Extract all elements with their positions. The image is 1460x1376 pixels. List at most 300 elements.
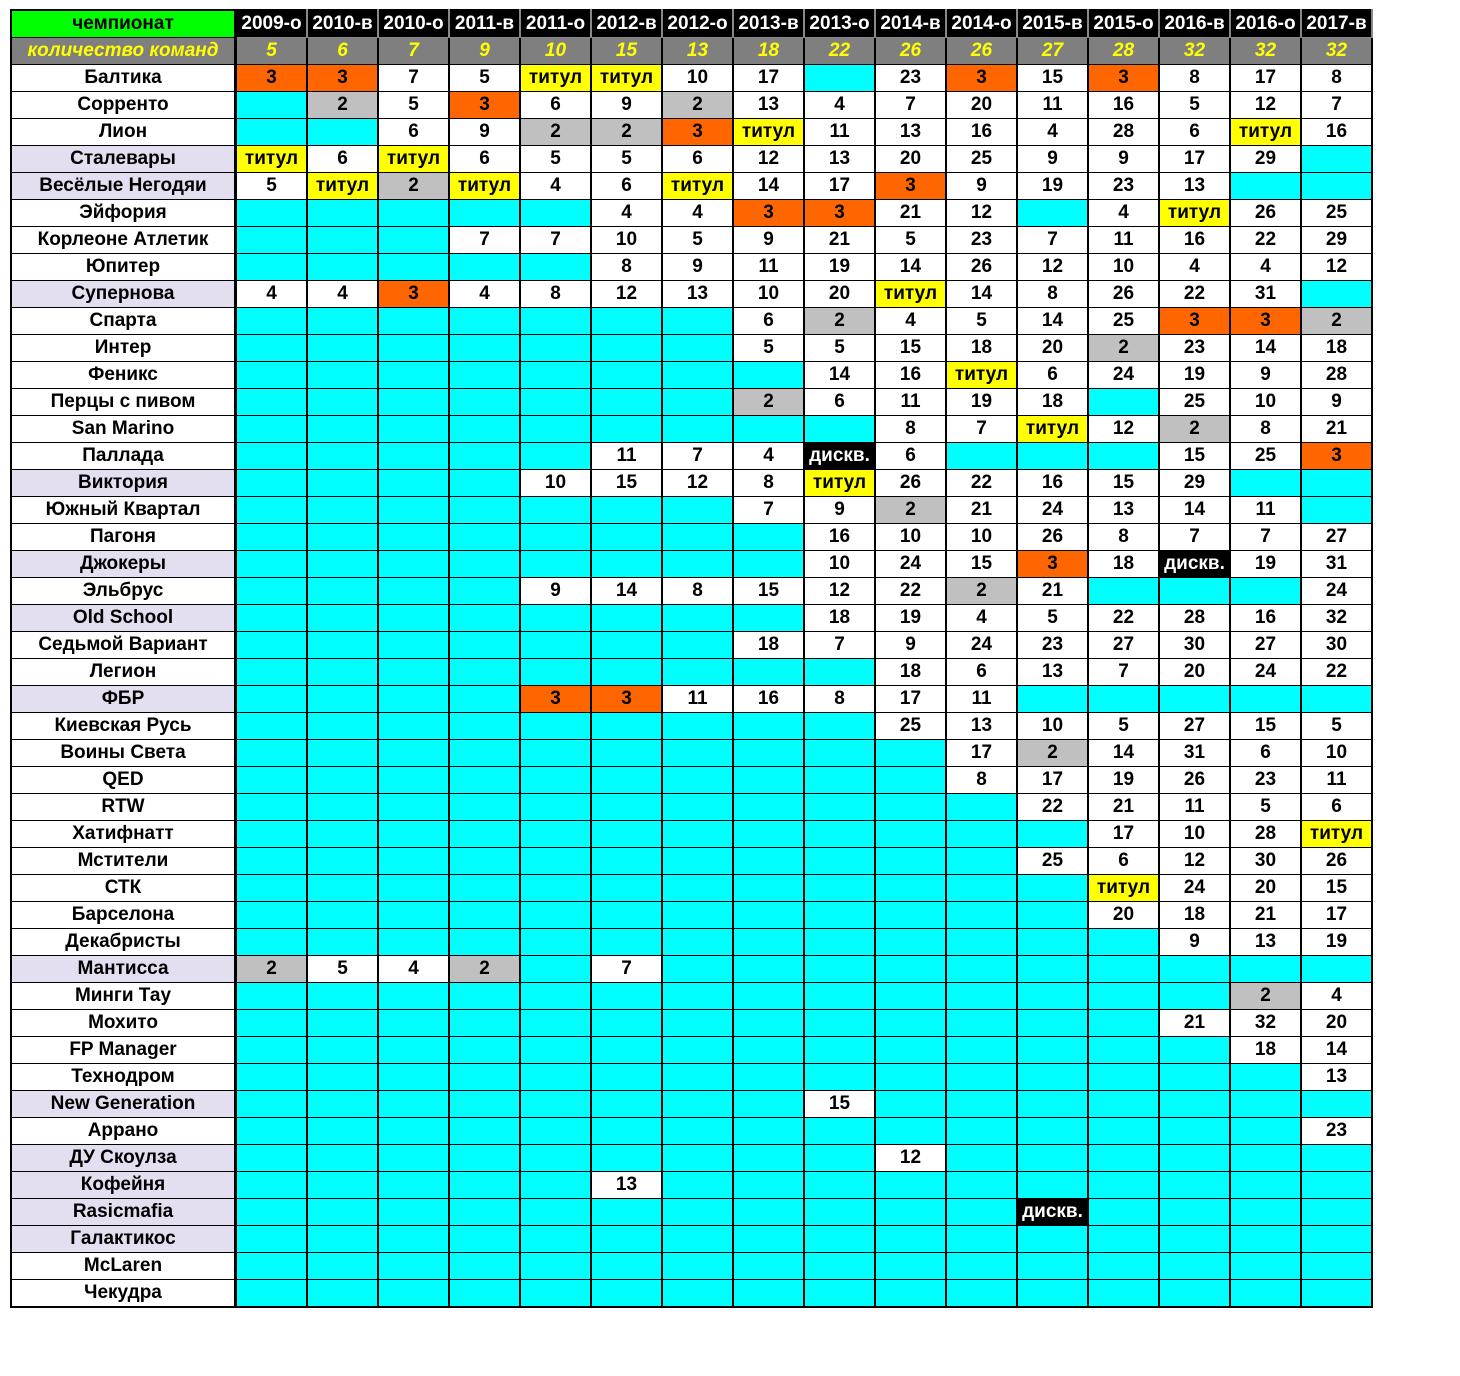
result-cell: 13 bbox=[1159, 173, 1230, 200]
result-cell bbox=[662, 659, 733, 686]
result-cell bbox=[662, 632, 733, 659]
result-cell bbox=[733, 794, 804, 821]
result-cell bbox=[378, 524, 449, 551]
result-cell bbox=[875, 1253, 946, 1280]
result-cell: 18 bbox=[733, 632, 804, 659]
result-cell bbox=[804, 416, 875, 443]
result-cell bbox=[520, 308, 591, 335]
result-cell bbox=[1017, 1172, 1088, 1199]
team-row bbox=[11, 902, 1372, 929]
result-cell: дискв. bbox=[1159, 551, 1230, 578]
result-cell: 7 bbox=[1301, 92, 1372, 119]
result-cell bbox=[307, 767, 378, 794]
team-name: Юпитер bbox=[11, 254, 236, 281]
result-cell: 13 bbox=[1230, 929, 1301, 956]
result-cell bbox=[449, 1064, 520, 1091]
result-cell: 14 bbox=[1159, 497, 1230, 524]
result-cell: 24 bbox=[1017, 497, 1088, 524]
result-cell bbox=[1017, 902, 1088, 929]
result-cell bbox=[1230, 956, 1301, 983]
result-cell: 20 bbox=[875, 146, 946, 173]
result-cell: 6 bbox=[1088, 848, 1159, 875]
team-name: Южный Квартал bbox=[11, 497, 236, 524]
team-row bbox=[11, 659, 1372, 686]
result-cell bbox=[875, 1064, 946, 1091]
result-cell bbox=[1159, 1172, 1230, 1199]
result-cell bbox=[733, 416, 804, 443]
result-cell: 13 bbox=[1301, 1064, 1372, 1091]
result-cell bbox=[307, 497, 378, 524]
result-cell: 2 bbox=[449, 956, 520, 983]
result-cell bbox=[662, 497, 733, 524]
result-cell bbox=[733, 902, 804, 929]
result-cell: 22 bbox=[1088, 605, 1159, 632]
result-cell bbox=[520, 1010, 591, 1037]
team-row bbox=[11, 362, 1372, 389]
result-cell bbox=[591, 497, 662, 524]
result-cell: 5 bbox=[946, 308, 1017, 335]
result-cell bbox=[520, 1226, 591, 1253]
result-cell: 12 bbox=[1230, 92, 1301, 119]
result-cell: 3 bbox=[804, 200, 875, 227]
result-cell bbox=[1301, 1226, 1372, 1253]
result-cell bbox=[1159, 1118, 1230, 1145]
result-cell bbox=[662, 1226, 733, 1253]
result-cell: 21 bbox=[804, 227, 875, 254]
result-cell bbox=[520, 632, 591, 659]
result-cell bbox=[946, 875, 1017, 902]
result-cell bbox=[662, 929, 733, 956]
result-cell: 2 bbox=[946, 578, 1017, 605]
result-cell: 6 bbox=[449, 146, 520, 173]
result-cell: 21 bbox=[1301, 416, 1372, 443]
result-cell bbox=[520, 605, 591, 632]
result-cell: 7 bbox=[946, 416, 1017, 443]
result-cell bbox=[1159, 1037, 1230, 1064]
team-row bbox=[11, 119, 1372, 146]
result-cell bbox=[733, 605, 804, 632]
result-cell bbox=[1088, 983, 1159, 1010]
result-cell: 14 bbox=[591, 578, 662, 605]
result-cell: 31 bbox=[1301, 551, 1372, 578]
result-cell bbox=[662, 524, 733, 551]
season-header: 2016-в bbox=[1159, 10, 1230, 38]
result-cell: 13 bbox=[1088, 497, 1159, 524]
result-cell: 2 bbox=[591, 119, 662, 146]
result-cell: 6 bbox=[946, 659, 1017, 686]
result-cell bbox=[378, 578, 449, 605]
result-cell bbox=[591, 1091, 662, 1118]
result-cell bbox=[733, 875, 804, 902]
result-cell bbox=[662, 1091, 733, 1118]
team-name: Аррано bbox=[11, 1118, 236, 1145]
result-cell bbox=[662, 902, 733, 929]
result-cell bbox=[236, 470, 308, 497]
result-cell: 6 bbox=[1017, 362, 1088, 389]
result-cell: титул bbox=[1230, 119, 1301, 146]
result-cell: 8 bbox=[1159, 65, 1230, 92]
header-row bbox=[11, 10, 1372, 38]
result-cell bbox=[1230, 1280, 1301, 1308]
result-cell bbox=[378, 443, 449, 470]
result-cell: 13 bbox=[946, 713, 1017, 740]
result-cell bbox=[804, 1010, 875, 1037]
team-name: Чекудра bbox=[11, 1280, 236, 1308]
result-cell bbox=[591, 389, 662, 416]
result-cell: 3 bbox=[449, 92, 520, 119]
result-cell: 5 bbox=[1159, 92, 1230, 119]
result-cell: 12 bbox=[1159, 848, 1230, 875]
team-row bbox=[11, 470, 1372, 497]
result-cell bbox=[1230, 1172, 1301, 1199]
result-cell: 5 bbox=[1301, 713, 1372, 740]
team-row bbox=[11, 1172, 1372, 1199]
result-cell bbox=[1230, 470, 1301, 497]
team-row bbox=[11, 254, 1372, 281]
result-cell bbox=[591, 902, 662, 929]
result-cell bbox=[520, 1253, 591, 1280]
result-cell bbox=[662, 740, 733, 767]
result-cell: 18 bbox=[946, 335, 1017, 362]
result-cell bbox=[1301, 686, 1372, 713]
result-cell: 10 bbox=[1017, 713, 1088, 740]
team-name: Галактикос bbox=[11, 1226, 236, 1253]
result-cell bbox=[236, 578, 308, 605]
team-count-value: 32 bbox=[1301, 38, 1372, 65]
result-cell bbox=[733, 929, 804, 956]
team-name: Эльбрус bbox=[11, 578, 236, 605]
result-cell bbox=[378, 227, 449, 254]
result-cell: 4 bbox=[662, 200, 733, 227]
result-cell: 13 bbox=[1017, 659, 1088, 686]
result-cell bbox=[591, 605, 662, 632]
result-cell: титул bbox=[1301, 821, 1372, 848]
result-cell bbox=[236, 605, 308, 632]
result-cell bbox=[1017, 821, 1088, 848]
result-cell: 13 bbox=[804, 146, 875, 173]
result-cell: 13 bbox=[662, 281, 733, 308]
result-cell: 9 bbox=[591, 92, 662, 119]
result-cell bbox=[378, 1280, 449, 1308]
result-cell bbox=[662, 1064, 733, 1091]
team-name: Мантисса bbox=[11, 956, 236, 983]
result-cell bbox=[875, 902, 946, 929]
result-cell bbox=[378, 605, 449, 632]
team-name: Киевская Русь bbox=[11, 713, 236, 740]
result-cell: 3 bbox=[378, 281, 449, 308]
result-cell: 9 bbox=[1159, 929, 1230, 956]
team-name: Барселона bbox=[11, 902, 236, 929]
season-header: 2014-в bbox=[875, 10, 946, 38]
result-cell: 14 bbox=[946, 281, 1017, 308]
result-cell: 20 bbox=[1088, 902, 1159, 929]
result-cell: 22 bbox=[1301, 659, 1372, 686]
result-cell bbox=[307, 848, 378, 875]
result-cell bbox=[236, 389, 308, 416]
result-cell: титул bbox=[946, 362, 1017, 389]
result-cell: 14 bbox=[1230, 335, 1301, 362]
result-cell: 15 bbox=[591, 470, 662, 497]
result-cell: 11 bbox=[1159, 794, 1230, 821]
season-header: 2016-о bbox=[1230, 10, 1301, 38]
result-cell bbox=[449, 254, 520, 281]
result-cell bbox=[733, 713, 804, 740]
result-cell: 15 bbox=[1017, 65, 1088, 92]
result-cell: 4 bbox=[733, 443, 804, 470]
result-cell bbox=[1230, 1253, 1301, 1280]
result-cell bbox=[307, 416, 378, 443]
result-cell: 12 bbox=[1088, 416, 1159, 443]
result-cell bbox=[946, 929, 1017, 956]
season-header: 2013-о bbox=[804, 10, 875, 38]
team-row bbox=[11, 173, 1372, 200]
team-row bbox=[11, 65, 1372, 92]
result-cell bbox=[662, 1172, 733, 1199]
result-cell: 17 bbox=[1017, 767, 1088, 794]
result-cell: 5 bbox=[1088, 713, 1159, 740]
result-cell bbox=[236, 821, 308, 848]
result-cell bbox=[1017, 983, 1088, 1010]
result-cell bbox=[875, 767, 946, 794]
season-header: 2010-в bbox=[307, 10, 378, 38]
result-cell: 25 bbox=[1159, 389, 1230, 416]
result-cell bbox=[946, 902, 1017, 929]
team-count-value: 28 bbox=[1088, 38, 1159, 65]
result-cell bbox=[946, 848, 1017, 875]
result-cell bbox=[804, 848, 875, 875]
team-name: Мстители bbox=[11, 848, 236, 875]
result-cell bbox=[307, 1064, 378, 1091]
result-cell bbox=[591, 1010, 662, 1037]
result-cell: 7 bbox=[378, 65, 449, 92]
result-cell bbox=[449, 848, 520, 875]
result-cell bbox=[804, 1145, 875, 1172]
result-cell: 19 bbox=[1017, 173, 1088, 200]
result-cell bbox=[307, 227, 378, 254]
result-cell: 4 bbox=[1159, 254, 1230, 281]
result-cell bbox=[946, 1199, 1017, 1226]
result-cell bbox=[1088, 1037, 1159, 1064]
result-cell bbox=[236, 1199, 308, 1226]
result-cell: 11 bbox=[946, 686, 1017, 713]
result-cell bbox=[378, 1226, 449, 1253]
result-cell bbox=[449, 740, 520, 767]
result-cell bbox=[804, 929, 875, 956]
result-cell bbox=[1088, 1199, 1159, 1226]
result-cell bbox=[591, 713, 662, 740]
result-cell bbox=[307, 254, 378, 281]
result-cell bbox=[804, 713, 875, 740]
result-cell bbox=[449, 686, 520, 713]
result-cell bbox=[733, 551, 804, 578]
result-cell bbox=[1088, 1118, 1159, 1145]
result-cell: 17 bbox=[875, 686, 946, 713]
result-cell bbox=[236, 524, 308, 551]
team-name: Хатифнатт bbox=[11, 821, 236, 848]
result-cell bbox=[733, 821, 804, 848]
result-cell: 25 bbox=[1017, 848, 1088, 875]
result-cell bbox=[1088, 1010, 1159, 1037]
result-cell: 20 bbox=[1230, 875, 1301, 902]
team-row bbox=[11, 389, 1372, 416]
result-cell bbox=[1088, 929, 1159, 956]
result-cell: 2 bbox=[1301, 308, 1372, 335]
result-cell: 24 bbox=[946, 632, 1017, 659]
result-cell bbox=[307, 902, 378, 929]
team-row bbox=[11, 335, 1372, 362]
result-cell: 27 bbox=[1088, 632, 1159, 659]
team-name: Эйфория bbox=[11, 200, 236, 227]
result-cell: 12 bbox=[875, 1145, 946, 1172]
result-cell: 15 bbox=[946, 551, 1017, 578]
result-cell bbox=[1088, 1064, 1159, 1091]
result-cell bbox=[520, 1118, 591, 1145]
result-cell bbox=[1301, 173, 1372, 200]
result-cell: 18 bbox=[1017, 389, 1088, 416]
result-cell: 9 bbox=[946, 173, 1017, 200]
result-cell: 9 bbox=[520, 578, 591, 605]
result-cell: 18 bbox=[1159, 902, 1230, 929]
result-cell: 3 bbox=[662, 119, 733, 146]
result-cell bbox=[733, 1010, 804, 1037]
result-cell bbox=[1301, 1199, 1372, 1226]
result-cell bbox=[307, 1199, 378, 1226]
team-row bbox=[11, 983, 1372, 1010]
result-cell bbox=[449, 1145, 520, 1172]
result-cell bbox=[307, 1091, 378, 1118]
result-cell bbox=[520, 821, 591, 848]
result-cell: титул bbox=[1088, 875, 1159, 902]
result-cell bbox=[1301, 281, 1372, 308]
result-cell bbox=[875, 875, 946, 902]
result-cell bbox=[378, 1172, 449, 1199]
result-cell bbox=[591, 983, 662, 1010]
result-cell bbox=[378, 551, 449, 578]
result-cell bbox=[378, 497, 449, 524]
result-cell: 3 bbox=[236, 65, 308, 92]
result-cell: 6 bbox=[733, 308, 804, 335]
team-count-value: 26 bbox=[875, 38, 946, 65]
result-cell bbox=[378, 308, 449, 335]
result-cell bbox=[236, 1037, 308, 1064]
result-cell: 2 bbox=[662, 92, 733, 119]
result-cell bbox=[1017, 1010, 1088, 1037]
result-cell: 23 bbox=[1017, 632, 1088, 659]
result-cell: 21 bbox=[1159, 1010, 1230, 1037]
result-cell bbox=[1088, 1172, 1159, 1199]
result-cell bbox=[733, 1118, 804, 1145]
team-row bbox=[11, 929, 1372, 956]
result-cell: 17 bbox=[1301, 902, 1372, 929]
result-cell bbox=[946, 1280, 1017, 1308]
result-cell bbox=[378, 659, 449, 686]
result-cell bbox=[520, 1145, 591, 1172]
result-cell bbox=[236, 1118, 308, 1145]
result-cell: 17 bbox=[1159, 146, 1230, 173]
team-row bbox=[11, 713, 1372, 740]
result-cell bbox=[804, 794, 875, 821]
result-cell bbox=[236, 443, 308, 470]
team-row bbox=[11, 1010, 1372, 1037]
result-cell: 10 bbox=[733, 281, 804, 308]
result-cell bbox=[946, 1253, 1017, 1280]
result-cell bbox=[804, 740, 875, 767]
result-cell bbox=[307, 470, 378, 497]
result-cell bbox=[946, 794, 1017, 821]
result-cell: 19 bbox=[875, 605, 946, 632]
result-cell bbox=[449, 335, 520, 362]
result-cell: 16 bbox=[1159, 227, 1230, 254]
team-name: Феникс bbox=[11, 362, 236, 389]
result-cell: 6 bbox=[378, 119, 449, 146]
result-cell bbox=[1017, 956, 1088, 983]
result-cell bbox=[591, 1037, 662, 1064]
result-cell bbox=[1301, 956, 1372, 983]
result-cell bbox=[236, 254, 308, 281]
team-name: New Generation bbox=[11, 1091, 236, 1118]
result-cell bbox=[733, 767, 804, 794]
result-cell: 26 bbox=[1088, 281, 1159, 308]
result-cell: 6 bbox=[804, 389, 875, 416]
result-cell: 26 bbox=[1301, 848, 1372, 875]
team-name: Паллада bbox=[11, 443, 236, 470]
result-cell: титул bbox=[307, 173, 378, 200]
result-cell: 7 bbox=[733, 497, 804, 524]
result-cell bbox=[236, 308, 308, 335]
result-cell bbox=[378, 1091, 449, 1118]
result-cell bbox=[591, 1118, 662, 1145]
team-name: Технодром bbox=[11, 1064, 236, 1091]
result-cell: 7 bbox=[449, 227, 520, 254]
result-cell bbox=[307, 686, 378, 713]
result-cell bbox=[449, 416, 520, 443]
result-cell: 28 bbox=[1159, 605, 1230, 632]
result-cell: 11 bbox=[591, 443, 662, 470]
result-cell: 10 bbox=[662, 65, 733, 92]
result-cell bbox=[1088, 1226, 1159, 1253]
result-cell: 2 bbox=[1230, 983, 1301, 1010]
result-cell bbox=[520, 794, 591, 821]
team-row bbox=[11, 605, 1372, 632]
result-cell bbox=[236, 740, 308, 767]
result-cell bbox=[591, 875, 662, 902]
result-cell bbox=[449, 821, 520, 848]
team-count-value: 10 bbox=[520, 38, 591, 65]
result-cell bbox=[662, 551, 733, 578]
team-row bbox=[11, 821, 1372, 848]
result-cell: 15 bbox=[1301, 875, 1372, 902]
result-cell: 30 bbox=[1301, 632, 1372, 659]
result-cell bbox=[591, 767, 662, 794]
result-cell bbox=[307, 1145, 378, 1172]
result-cell: 9 bbox=[875, 632, 946, 659]
result-cell bbox=[733, 1091, 804, 1118]
team-count-value: 13 bbox=[662, 38, 733, 65]
result-cell bbox=[378, 875, 449, 902]
result-cell: 26 bbox=[1230, 200, 1301, 227]
result-cell bbox=[307, 794, 378, 821]
result-cell bbox=[449, 794, 520, 821]
result-cell bbox=[591, 524, 662, 551]
result-cell bbox=[307, 740, 378, 767]
result-cell bbox=[236, 659, 308, 686]
result-cell bbox=[520, 362, 591, 389]
result-cell bbox=[378, 389, 449, 416]
result-cell: 23 bbox=[1301, 1118, 1372, 1145]
season-header: 2017-в bbox=[1301, 10, 1372, 38]
result-cell: 6 bbox=[307, 146, 378, 173]
result-cell bbox=[1159, 1091, 1230, 1118]
